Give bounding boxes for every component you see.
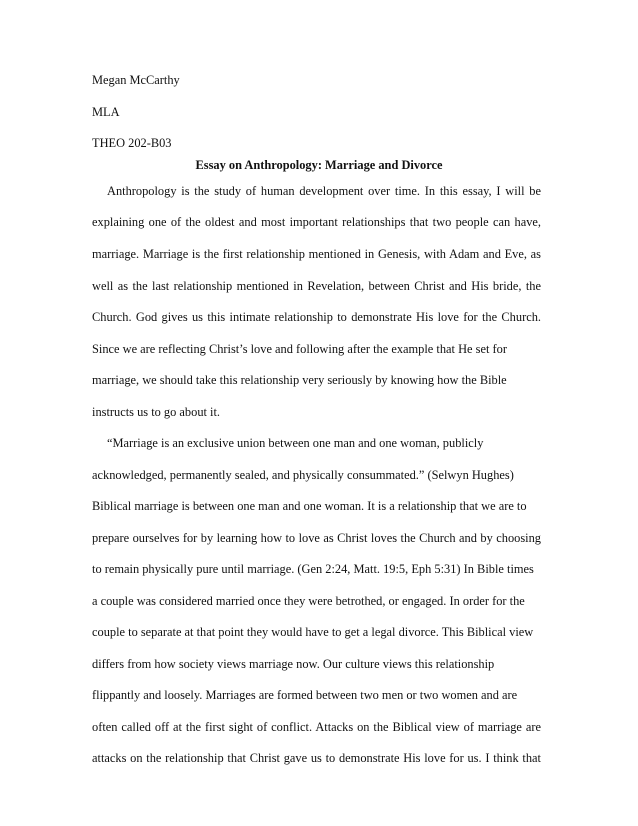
body-line: Anthropology is the study of human development over time. In this essay, I will be bbox=[107, 184, 541, 198]
body-line: explaining one of the oldest and most important relationships that two people can have, bbox=[92, 215, 541, 229]
body-line: often called off at the first sight of conflict. Attacks on the Biblical view of marriage are bbox=[92, 720, 541, 734]
essay-title: Essay on Anthropology: Marriage and Divorce bbox=[195, 158, 443, 172]
course-code: THEO 202-B03 bbox=[92, 136, 172, 150]
body-line: acknowledged, permanently sealed, and physically consummated.” (Selwyn Hughes) bbox=[92, 468, 514, 482]
body-line: a couple was considered married once they were betrothed, or engaged. In order for the bbox=[92, 594, 525, 608]
body-line: attacks on the relationship that Christ gave us to demonstrate His love for us. I think that bbox=[92, 751, 541, 765]
body-line: to remain physically pure until marriage. (Gen 2:24, Matt. 19:5, Eph 5:31) In Bible times bbox=[92, 562, 534, 576]
body-line: Since we are reflecting Christ’s love and following after the example that He set for bbox=[92, 342, 507, 356]
author-name: Megan McCarthy bbox=[92, 73, 180, 87]
citation-format: MLA bbox=[92, 105, 120, 119]
body-line: Biblical marriage is between one man and one woman. It is a relationship that we are to bbox=[92, 499, 527, 513]
body-line: instructs us to go about it. bbox=[92, 405, 221, 419]
body-line: well as the last relationship mentioned in Revelation, between Christ and His bride, the bbox=[92, 279, 541, 293]
body-line: differs from how society views marriage now. Our culture views this relationship bbox=[92, 657, 495, 671]
body-line: flippantly and loosely. Marriages are formed between two men or two women and are bbox=[92, 688, 518, 702]
body-line: marriage. Marriage is the first relationship mentioned in Genesis, with Adam and Eve, as bbox=[92, 247, 541, 261]
body-line: “Marriage is an exclusive union between one man and one woman, publicly bbox=[107, 436, 484, 450]
body-line: Church. God gives us this intimate relationship to demonstrate His love for the Church. bbox=[92, 310, 541, 324]
body-line: prepare ourselves for by learning how to love as Christ loves the Church and by choosing bbox=[92, 531, 541, 545]
body-line: marriage, we should take this relationship very seriously by knowing how the Bible bbox=[92, 373, 507, 387]
body-line: couple to separate at that point they would have to get a legal divorce. This Biblical view bbox=[92, 625, 534, 639]
